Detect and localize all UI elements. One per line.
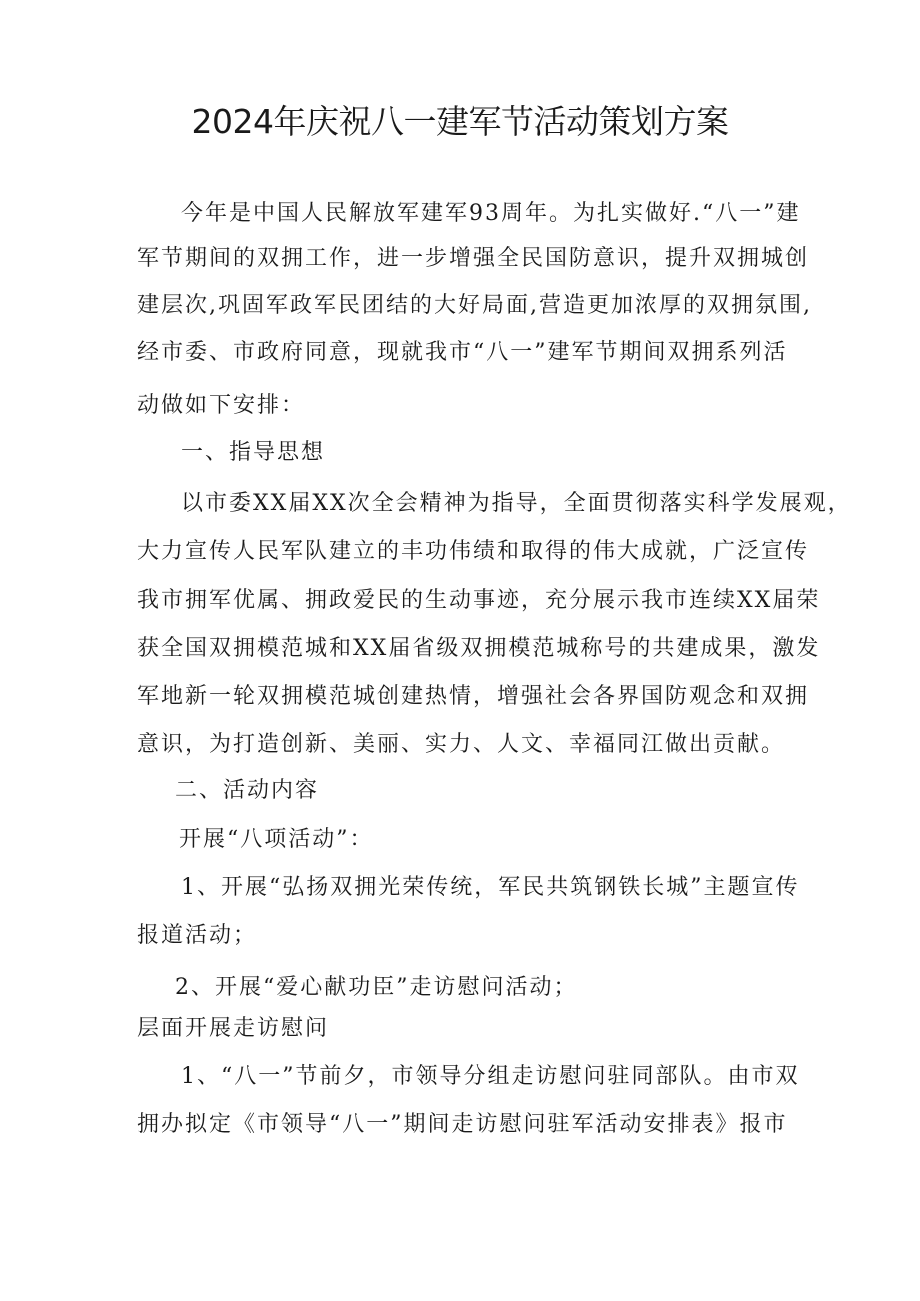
paragraph-line: 层面开展走访慰问 xyxy=(137,1016,330,1041)
paragraph-line: 以市委XX届XX次全会精神为指导，全面贯彻落实科学发展观， xyxy=(181,491,852,516)
paragraph-line: 报道活动； xyxy=(137,923,258,948)
list-item: 1、开展“弘扬双拥光荣传统，军民共筑钢铁长城”主题宣传 xyxy=(181,875,800,900)
paragraph-line: 获全国双拥模范城和XX届省级双拥模范城称号的共建成果，激发 xyxy=(137,636,821,661)
paragraph-line: 军节期间的双拥工作，进一步增强全民国防意识，提升双拥城创 xyxy=(137,246,810,271)
paragraph-line: 军地新一轮双拥模范城创建热情，增强社会各界国防观念和双拥 xyxy=(137,684,810,709)
paragraph-line: 拥办拟定《市领导“八一”期间走访慰问驻军活动安排表》报市 xyxy=(137,1112,788,1137)
paragraph-line: 经市委、市政府同意，现就我市“八一”建军节期间双拥系列活 xyxy=(137,340,788,365)
paragraph-line: 大力宣传人民军队建立的丰功伟绩和取得的伟大成就，广泛宣传 xyxy=(137,539,810,564)
paragraph-line: 建层次,巩固军政军民团结的大好局面,营造更加浓厚的双拥氛围, xyxy=(137,293,812,318)
list-item: 1、“八一”节前夕，市领导分组走访慰问驻同部队。由市双 xyxy=(181,1064,800,1089)
paragraph-line: 开展“八项活动”： xyxy=(179,827,374,852)
paragraph-line: 动做如下安排： xyxy=(137,393,306,418)
paragraph-line: 我市拥军优属、拥政爱民的生动事迹，充分展示我市连续XX届荣 xyxy=(137,588,821,613)
section-heading: 二、活动内容 xyxy=(175,778,320,803)
list-item: 2、开展“爱心献功臣”走访慰问活动； xyxy=(175,975,578,1000)
paragraph-line: 意识，为打造创新、美丽、实力、人文、幸福同江做出贡献。 xyxy=(137,732,786,757)
section-heading: 一、指导思想 xyxy=(181,440,326,465)
paragraph-line: 今年是中国人民解放军建军93周年。为扎实做好.“八一”建 xyxy=(181,201,801,226)
document-title: 2024年庆祝八一建军节活动策划方案 xyxy=(191,102,729,141)
